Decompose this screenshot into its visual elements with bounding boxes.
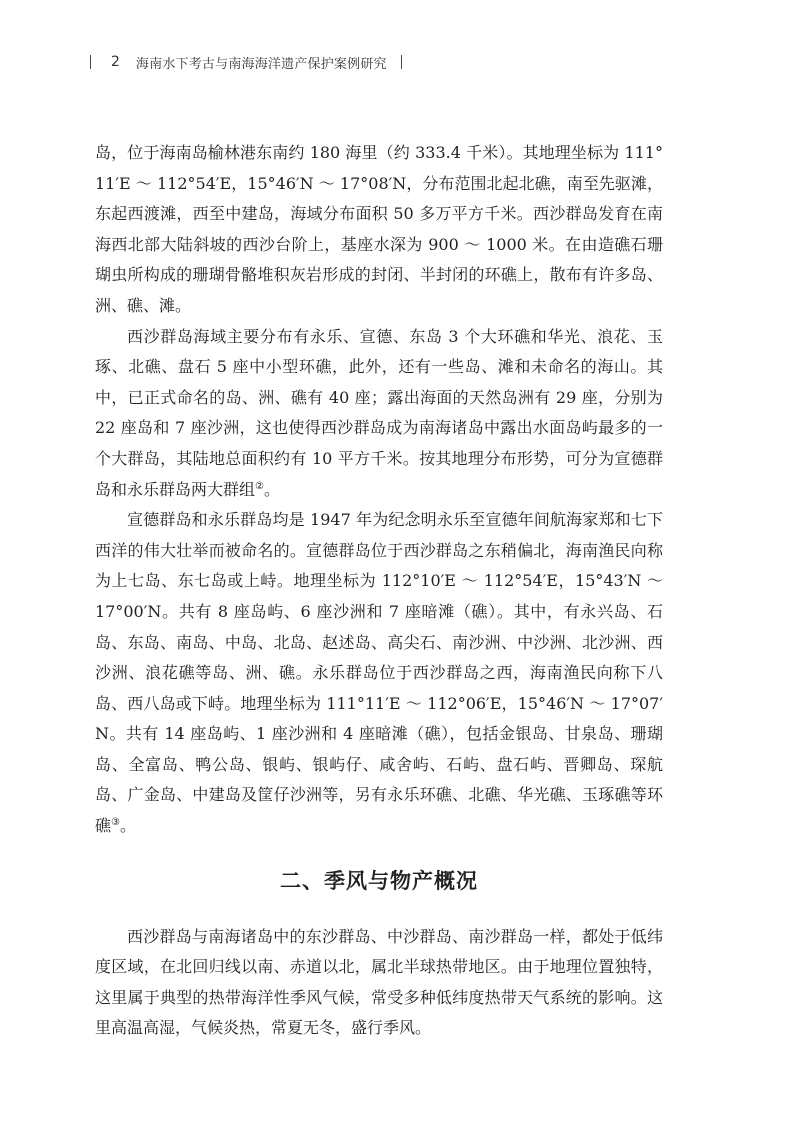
section-heading: 二、季风与物产概况 bbox=[280, 868, 478, 893]
running-header bbox=[90, 50, 402, 74]
footnote-ref[interactable]: ② bbox=[255, 480, 264, 492]
paragraph-text: 西沙群岛海域主要分布有永乐、宣德、东岛 3 个大环礁和华光、浪花、玉琢、北礁、盘石 5 座中小型环礁，此外，还有一些岛、滩和未命名的海山。其中，已正式命名的岛、洲、礁有 40 座；露出海面的天然岛洲有 29 座，分别为 22 座岛和 7 座沙洲，这也使得西沙群岛成为南海诸岛中露出水面岛屿最多的一个大群岛，其陆地总面积约有 10 平方千米。按其地理分布形势，可分为宣德群岛和永乐群岛两大群组 bbox=[95, 326, 663, 499]
page-body bbox=[95, 138, 663, 1044]
header-divider-left bbox=[90, 55, 91, 69]
page-number: 2 bbox=[111, 54, 120, 70]
body-paragraph: 宣德群岛和永乐群岛均是 1947 年为纪念明永乐至宣德年间航海家郑和七下西洋的伟大壮举而被命名的。宣德群岛位于西沙群岛之东稍偏北，海南渔民向称为上七岛、东七岛或上峙。地理坐标为 112°10′E ～ 112°54′E，15°43′N ～ 17°00′N。共有 8 座岛屿、6 座沙洲和 7 座暗滩（礁）。其中，有永兴岛、石岛、东岛、南岛、中岛、北岛、赵述岛、高尖石、南沙洲、中沙洲、北沙洲、西沙洲、浪花礁等岛、洲、礁。永乐群岛位于西沙群岛之西，海南渔民向称下八岛、西八岛或下峙。地理坐标为 111°11′E ～ 112°06′E，15°46′N ～ 17°07′N。共有 14 座岛屿、1 座沙洲和 4 座暗滩（礁），包括金银岛、甘泉岛、珊瑚岛、全富岛、鸭公岛、银屿、银屿仔、咸舍屿、石屿、盘石屿、晋卿岛、琛航岛、广金岛、中建岛及筐仔沙洲等，另有永乐环礁、北礁、华光礁、玉琢礁等环礁③。 bbox=[95, 510, 663, 836]
paragraph-text: 岛，位于海南岛榆林港东南约 180 海里（约 333.4 千米）。其地理坐标为 111°11′E ～ 112°54′E，15°46′N ～ 17°08′N，分布范围北起北礁，南至先驱滩，东起西渡滩，西至中建岛，海域分布面积 50 多万平方千米。西沙群岛发育在南海西北部大陆斜坡的西沙台阶上，基座水深为 900 ～ 1000 米。在由造礁石珊瑚虫所构成的珊瑚骨骼堆积灰岩形成的封闭、半封闭的环礁上，散布有许多岛、洲、礁、滩。 bbox=[95, 143, 663, 315]
paragraph-text: 西沙群岛与南海诸岛中的东沙群岛、中沙群岛、南沙群岛一样，都处于低纬度区域，在北回归线以南、赤道以北，属北半球热带地区。由于地理位置独特，这里属于典型的热带海洋性季风气候，常受多种低纬度热带天气系统的影响。这里高温高湿，气候炎热，常夏无冬，盛行季风。 bbox=[95, 926, 663, 1038]
footnote-ref[interactable]: ③ bbox=[111, 817, 120, 829]
body-paragraph bbox=[95, 922, 663, 1044]
running-title: 海南水下考古与南海海洋遗产保护案例研究 bbox=[135, 56, 387, 72]
header-divider-right bbox=[401, 55, 402, 69]
body-paragraph-continued bbox=[95, 138, 663, 322]
paragraph-text: 宣德群岛和永乐群岛均是 1947 年为纪念明永乐至宣德年间航海家郑和七下西洋的伟大壮举而被命名的。宣德群岛位于西沙群岛之东稍偏北，海南渔民向称为上七岛、东七岛或上峙。地理坐标为 112°10′E ～ 112°54′E，15°43′N ～ 17°00′N。共有 8 座岛屿、6 座沙洲和 7 座暗滩（礁）。其中，有永兴岛、石岛、东岛、南岛、中岛、北岛、赵述岛、高尖石、南沙洲、中沙洲、北沙洲、西沙洲、浪花礁等岛、洲、礁。永乐群岛位于西沙群岛之西，海南渔民向称下八岛、西八岛或下峙。地理坐标为 111°11′E ～ 112°06′E，15°46′N ～ 17°07′N。共有 14 座岛屿、1 座沙洲和 4 座暗滩（礁），包括金银岛、甘泉岛、珊瑚岛、全富岛、鸭公岛、银屿、银屿仔、咸舍屿、石屿、盘石屿、晋卿岛、琛航岛、广金岛、中建岛及筐仔沙洲等，另有永乐环礁、北礁、华光礁、玉琢礁等环礁 bbox=[95, 510, 663, 836]
body-paragraph: 西沙群岛海域主要分布有永乐、宣德、东岛 3 个大环礁和华光、浪花、玉琢、北礁、盘石 5 座中小型环礁，此外，还有一些岛、滩和未命名的海山。其中，已正式命名的岛、洲、礁有 40 座；露出海面的天然岛洲有 29 座，分别为 22 座岛和 7 座沙洲，这也使得西沙群岛成为南海诸岛中露出水面岛屿最多的一个大群岛，其陆地总面积约有 10 平方千米。按其地理分布形势，可分为宣德群岛和永乐群岛两大群组②。 bbox=[95, 326, 663, 499]
